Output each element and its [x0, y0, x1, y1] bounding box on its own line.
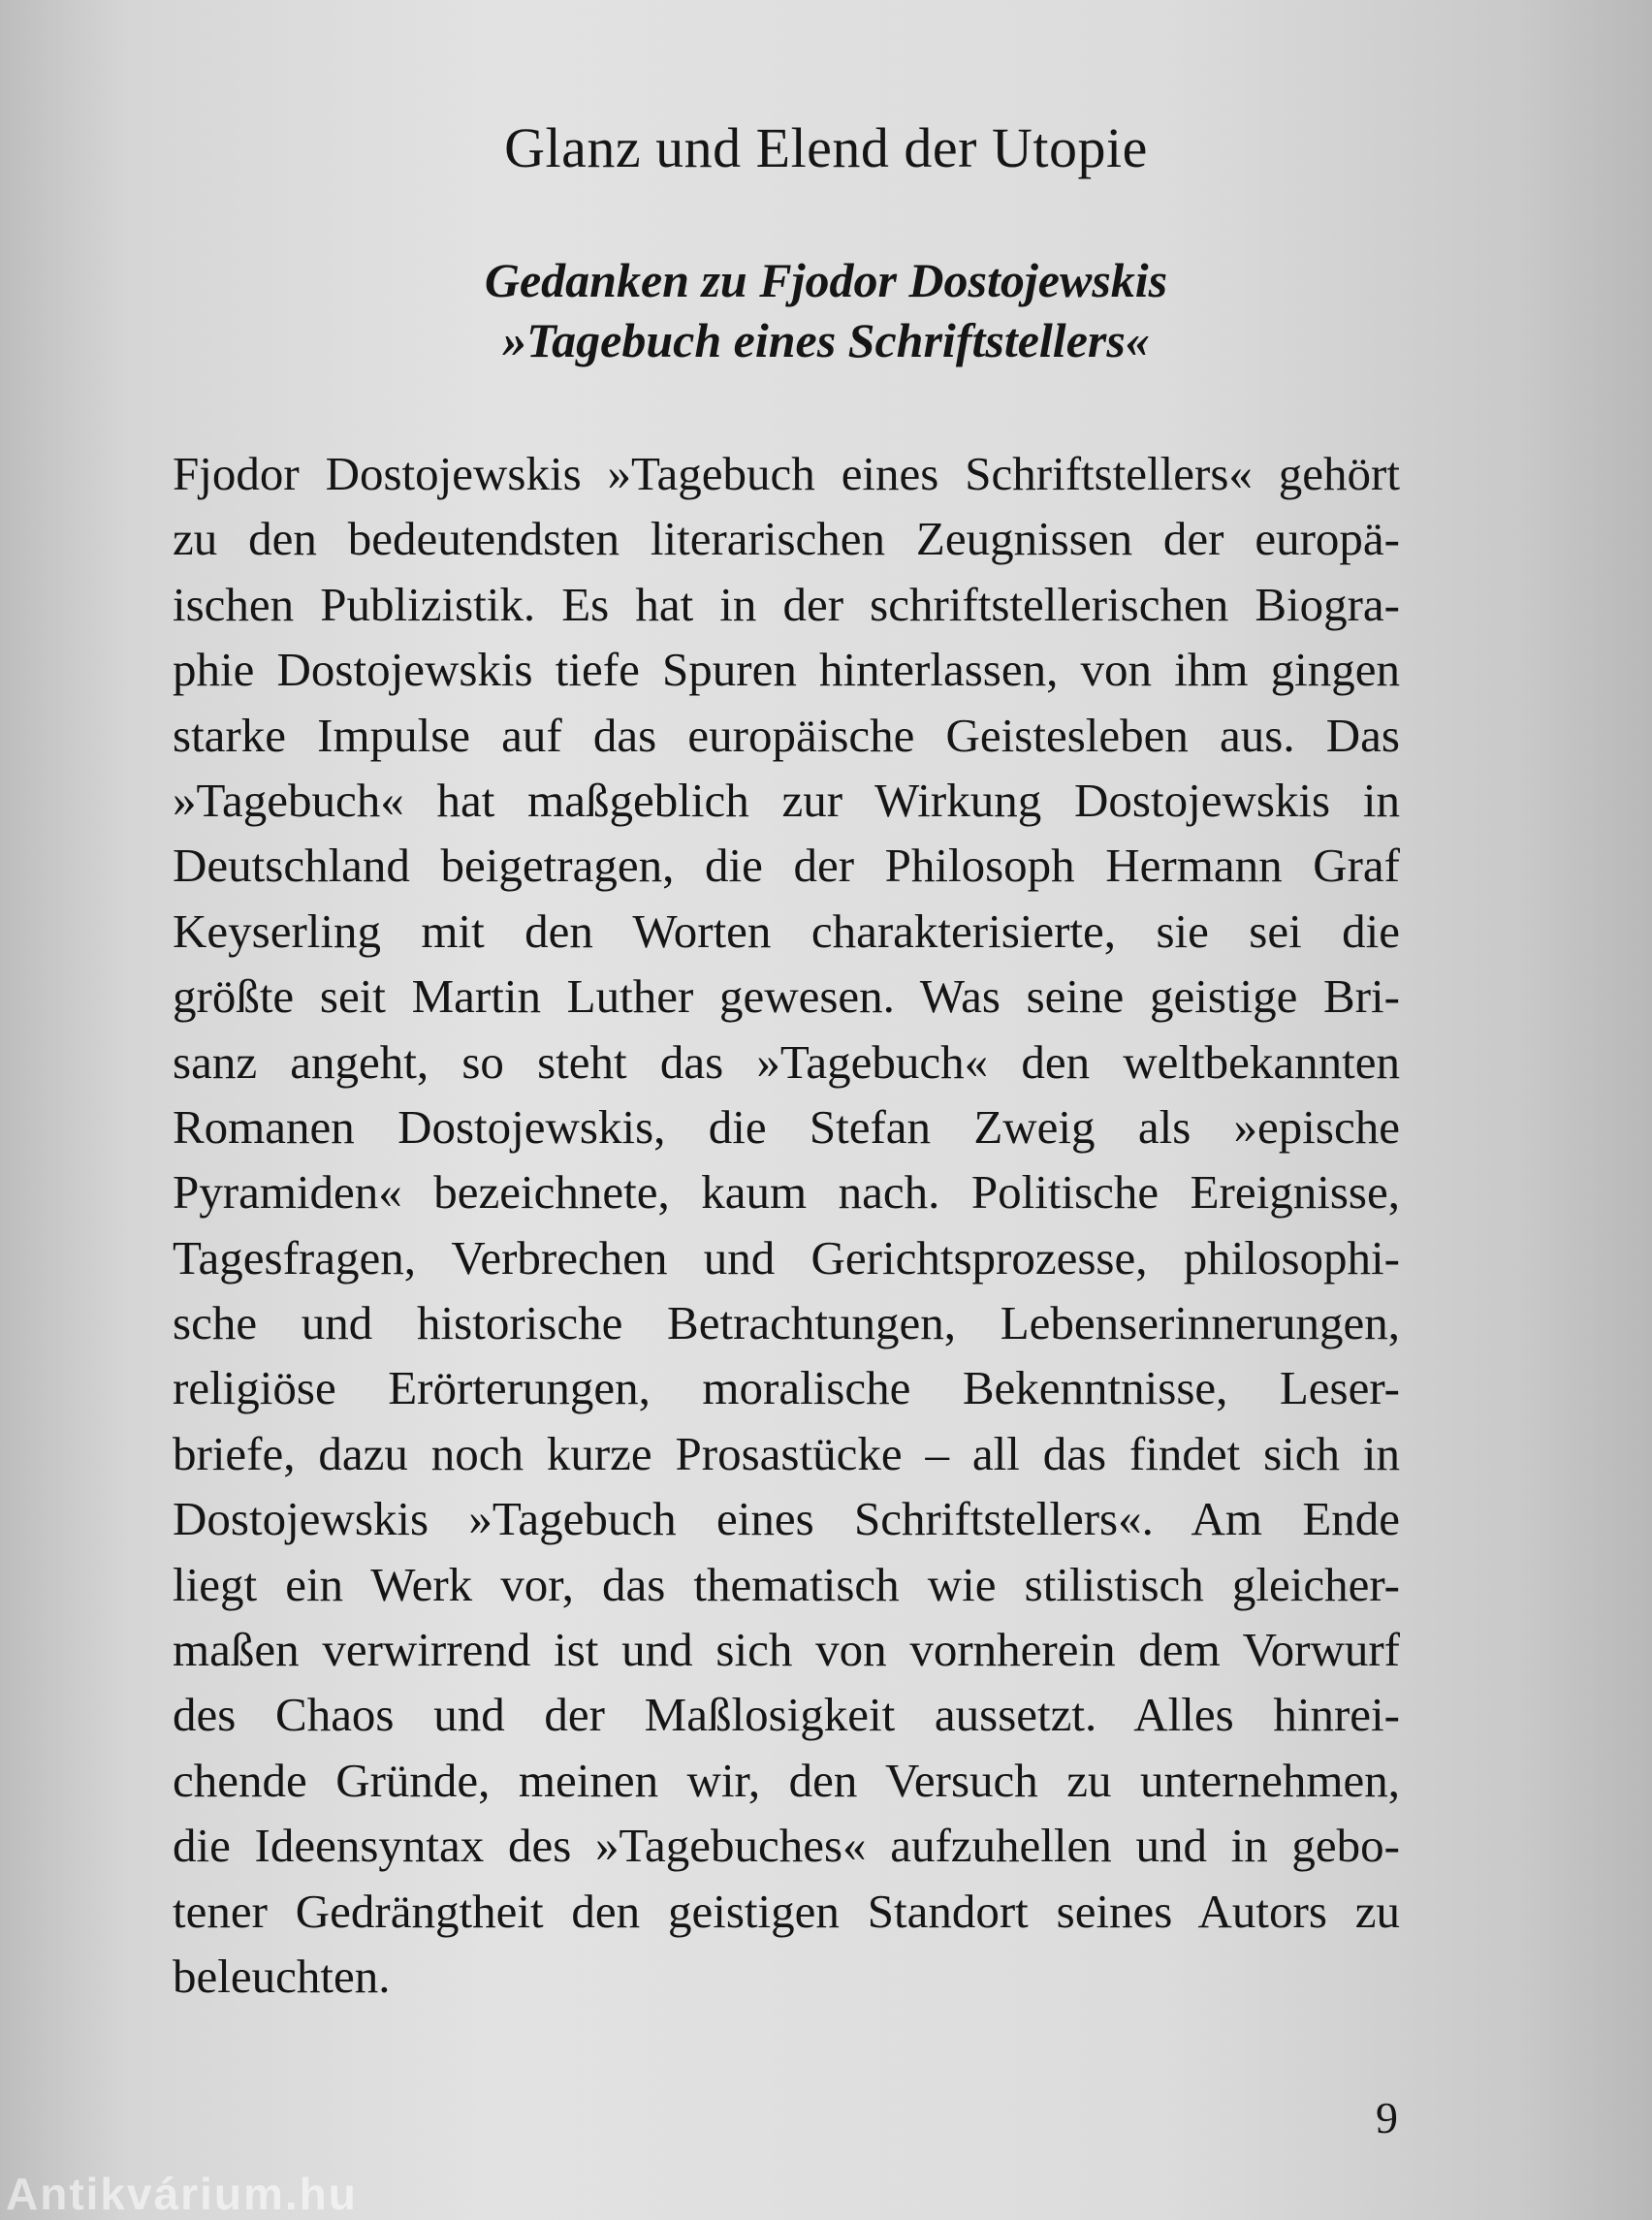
- subtitle-line-2: »Tagebuch eines Schriftstellers«: [502, 313, 1150, 367]
- text-line: sche und historische Betrachtungen, Lebenserinnerungen,: [173, 1296, 1400, 1350]
- text-line: beleuchten.: [173, 1949, 391, 2003]
- text-line: Tagesfragen, Verbrechen und Gerichtsprozesse, philosophi-: [173, 1230, 1400, 1284]
- text-line: Deutschland beigetragen, die der Philosoph Hermann Graf: [173, 839, 1400, 893]
- text-line: briefe, dazu noch kurze Prosastücke – all das findet sich in: [173, 1426, 1400, 1480]
- text-line: Pyramiden« bezeichnete, kaum nach. Politische Ereignisse,: [173, 1165, 1400, 1220]
- text-line: »Tagebuch« hat maßgeblich zur Wirkung Dostojewskis in: [173, 773, 1400, 827]
- text-line: starke Impulse auf das europäische Geistesleben aus. Das: [173, 708, 1400, 762]
- text-line: tener Gedrängtheit den geistigen Standort seines Autors zu: [173, 1884, 1400, 1938]
- text-line: des Chaos und der Maßlosigkeit aussetzt. Alles hinrei-: [173, 1688, 1400, 1742]
- text-line: Romanen Dostojewskis, die Stefan Zweig als »epische: [173, 1099, 1400, 1154]
- text-line: zu den bedeutendsten literarischen Zeugnissen der europä-: [173, 512, 1400, 566]
- chapter-title: Glanz und Elend der Utopie: [504, 116, 1148, 179]
- body-paragraph: [173, 441, 1400, 2009]
- page-number: 9: [1376, 2093, 1398, 2142]
- text-line: maßen verwirrend ist und sich von vornherein dem Vorwurf: [173, 1623, 1400, 1677]
- text-line: Fjodor Dostojewskis »Tagebuch eines Schriftstellers« gehört: [173, 447, 1400, 500]
- text-line: Keyserling mit den Worten charakterisierte, sie sei die: [173, 904, 1400, 958]
- text-line: ischen Publizistik. Es hat in der schriftstellerischen Biogra-: [173, 577, 1400, 631]
- text-line: die Ideensyntax des »Tagebuches« aufzuhellen und in gebo-: [173, 1819, 1400, 1873]
- text-line: phie Dostojewskis tiefe Spuren hinterlassen, von ihm gingen: [173, 643, 1400, 697]
- chapter-subtitle: [0, 250, 1652, 370]
- text-line: größte seit Martin Luther gewesen. Was seine geistige Bri-: [173, 969, 1400, 1024]
- text-line: religiöse Erörterungen, moralische Bekenntnisse, Leser-: [173, 1361, 1400, 1415]
- text-line: liegt ein Werk vor, das thematisch wie stilistisch gleicher-: [173, 1557, 1400, 1611]
- watermark: Antikvárium.hu: [6, 2169, 358, 2219]
- text-line: chende Gründe, meinen wir, den Versuch zu unternehmen,: [173, 1753, 1400, 1807]
- subtitle-line-1: Gedanken zu Fjodor Dostojewskis: [484, 253, 1168, 307]
- text-line: Dostojewskis »Tagebuch eines Schriftstellers«. Am Ende: [173, 1492, 1400, 1546]
- text-line: sanz angeht, so steht das »Tagebuch« den weltbekannten: [173, 1034, 1400, 1089]
